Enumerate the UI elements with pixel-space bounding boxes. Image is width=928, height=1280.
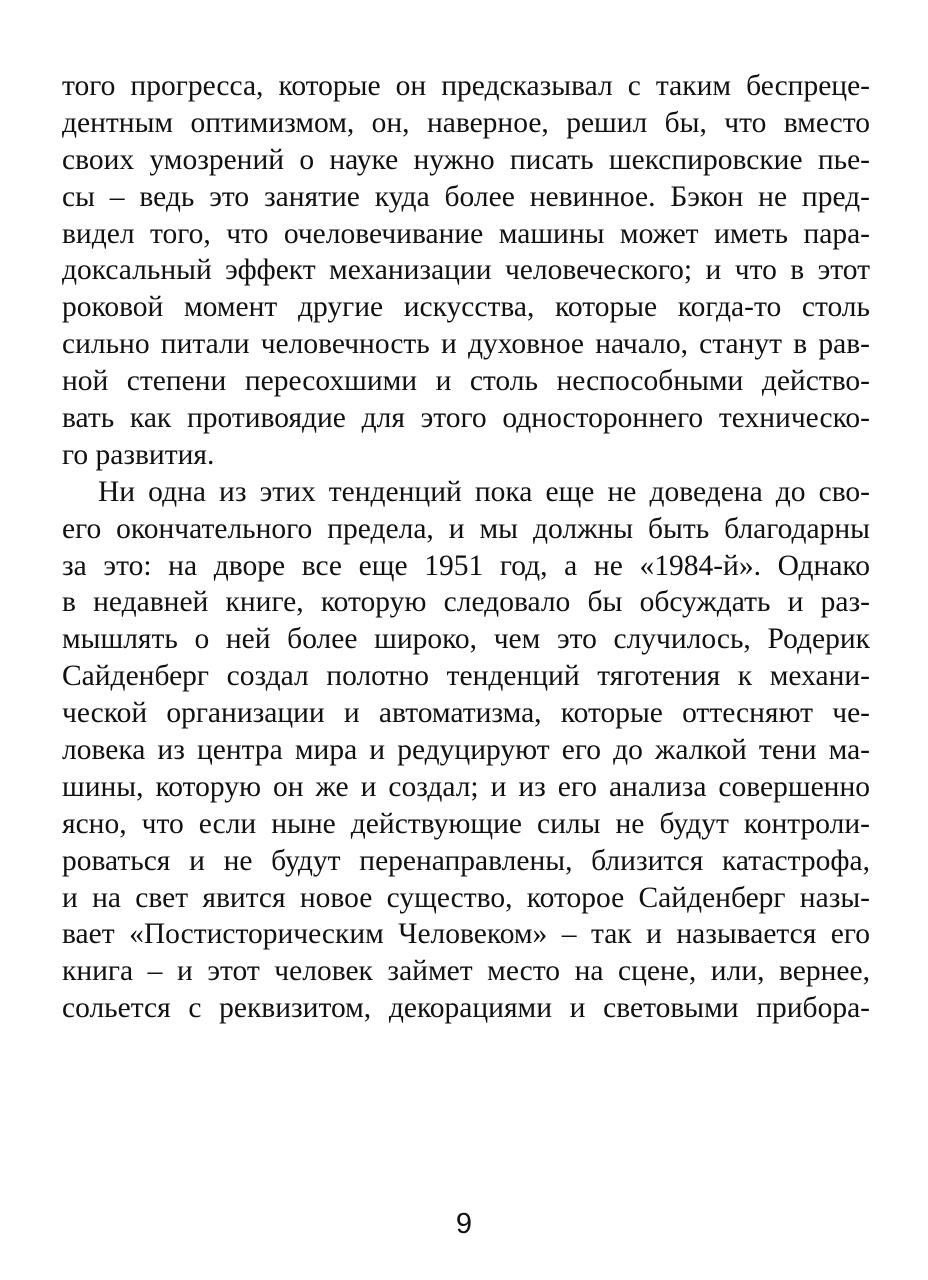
text-line: в недавней книге, которую следовало бы обсуждать и раз-: [62, 586, 870, 619]
page-number: 9: [455, 1208, 473, 1240]
text-line: вает «Постисторическим Человеком» – так и называется его: [62, 918, 870, 951]
text-line: сольется с реквизитом, декорациями и световыми прибора-: [62, 992, 870, 1025]
text-line: Сайденберг создал полотно тенденций тяготения к механи-: [62, 660, 870, 693]
text-line: шины, которую он же и создал; и из его анализа совершенно: [62, 770, 870, 803]
text-line: дентным оптимизмом, он, наверное, решил бы, что вместо: [62, 106, 870, 139]
paragraph-2: [62, 474, 870, 1027]
text-line: и на свет явится новое существо, которое Сайденберг назы-: [62, 881, 870, 914]
text-line: Ни одна из этих тенденций пока еще не доведена до сво-: [98, 475, 870, 508]
text-line: за это: на дворе все еще 1951 год, а не «1984-й». Однако: [62, 549, 870, 582]
paragraph-1: [62, 68, 870, 474]
text-line: мышлять о ней более широко, чем это случилось, Родерик: [62, 623, 870, 656]
text-line: ческой организации и автоматизма, которые оттесняют че-: [62, 697, 870, 730]
text-line: видел того, что очеловечивание машины может иметь пара-: [62, 217, 870, 250]
text-line: доксальный эффект механизации человеческого; и что в этот: [62, 254, 870, 287]
text-line: того прогресса, которые он предсказывал с таким беспреце-: [62, 70, 870, 102]
text-line: сильно питали человечность и духовное начало, станут в рав-: [62, 328, 870, 361]
text-line: ловека из центра мира и редуцируют его до жалкой тени ма-: [62, 734, 870, 767]
text-line: сы – ведь это занятие куда более невинное. Бэкон не пред-: [62, 180, 870, 213]
text-line: роковой момент другие искусства, которые когда-то столь: [62, 291, 870, 324]
text-line: роваться и не будут перенаправлены, близится катастрофа,: [62, 844, 870, 877]
text-line: своих умозрений о науке нужно писать шекспировские пье-: [62, 143, 870, 176]
text-line: го развития.: [62, 438, 215, 471]
text-line: ной степени пересохшими и столь неспособными действо-: [62, 365, 870, 398]
text-line: его окончательного предела, и мы должны быть благодарны: [62, 512, 870, 545]
text-line: ясно, что если ныне действующие силы не будут контроли-: [62, 807, 870, 840]
body-text: [62, 68, 870, 1027]
text-line: вать как противоядие для этого одностороннего техническо-: [62, 402, 870, 435]
text-line: книга – и этот человек займет место на сцене, или, вернее,: [62, 955, 870, 988]
